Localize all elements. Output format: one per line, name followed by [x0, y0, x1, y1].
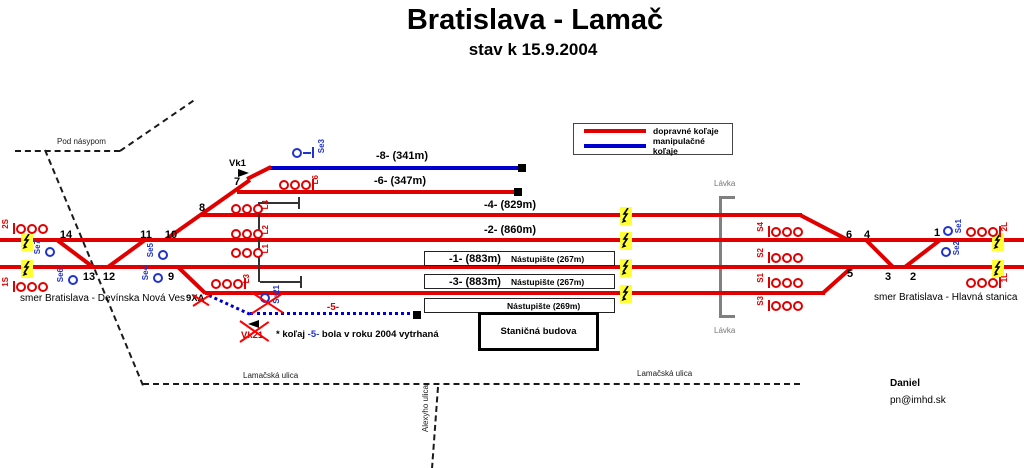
signal-L2-icon [231, 229, 263, 239]
track-4-line [200, 213, 802, 217]
credit-author: Daniel [890, 378, 921, 389]
legend-item-main-tracks [574, 126, 732, 136]
signal-S2-icon [768, 252, 803, 263]
page-title: Bratislava - Lamač [406, 4, 664, 36]
electrification-bolt-icon [620, 207, 632, 225]
switch-number-7: 7 [233, 176, 241, 188]
platform-box-station [424, 298, 615, 313]
station-building-label: Staničná budova [500, 326, 577, 337]
track-4-label: -4- (829m) [484, 199, 536, 211]
buffer-stop-track5 [413, 311, 421, 319]
direction-label-east: smer Bratislava - Hlavná stanica [874, 292, 1018, 303]
switch-number-10: 10 [164, 229, 178, 241]
switch-number-3: 3 [884, 271, 892, 283]
footbridge-cap-top [719, 196, 735, 199]
switch-9-diagonal [177, 266, 207, 295]
signal-S1-label: S1 [756, 273, 765, 283]
switch-number-12: 12 [102, 271, 116, 283]
legend-line-manipulation [584, 144, 646, 148]
signal-Se5-icon [158, 250, 168, 260]
electrification-bolt-icon [620, 232, 632, 250]
track-8-line [270, 166, 520, 170]
direction-label-west: smer Bratislava - Devínska Nová Ves [20, 293, 186, 304]
road-alexyho-line [431, 387, 439, 468]
switch-number-9: 9 [167, 271, 175, 283]
road-pod-nasypom-diagonal [119, 100, 194, 152]
track-3-label: -3- (883m) [449, 275, 501, 288]
switch-number-6: 6 [845, 229, 853, 241]
track-1-label: -1- (883m) [449, 252, 501, 265]
footbridge-label-top: Lávka [714, 179, 736, 188]
footnote-prefix: * koľaj [276, 329, 308, 340]
signal-Se7-label: Se7 [33, 240, 42, 255]
platform-box-track1 [424, 251, 615, 266]
signal-Se5-label: Se5 [146, 243, 155, 258]
track-5-removed-diagonal [208, 294, 250, 315]
legend-line-main [584, 129, 646, 133]
gauge-bracket-arm-bottom [260, 281, 302, 283]
switch-number-4: 4 [863, 229, 871, 241]
electrification-bolt-icon [620, 285, 632, 303]
signal-S3-label: S3 [756, 296, 765, 306]
signal-S4-label: S4 [756, 222, 765, 232]
signal-L4-icon [231, 204, 263, 214]
switch-number-5: 5 [846, 268, 854, 280]
track-5-label: -5- [326, 302, 340, 313]
road-lamacska-line [143, 383, 800, 385]
platform-3-label: Nástupište (269m) [507, 300, 581, 311]
signal-S4-icon [768, 226, 803, 237]
signal-Se21-label: Se21 [272, 285, 281, 304]
signal-Se6-icon [68, 275, 78, 285]
legend-label-main: dopravné koľaje [653, 126, 719, 136]
gauge-bracket-tick-top [298, 197, 300, 209]
signal-Se2-icon [941, 247, 951, 257]
platform-box-track3 [424, 274, 615, 289]
street-label-alexyho: Alexyho ulica [421, 385, 430, 433]
signal-Se3-icon [292, 147, 314, 158]
derailer-Vk1-label: Vk1 [229, 158, 246, 169]
platform-2-label: Nástupište (267m) [510, 276, 585, 287]
street-label-pod-nasypom: Pod násypom [57, 137, 106, 146]
footnote [276, 329, 439, 340]
legend [573, 123, 733, 155]
credit-email: pn@imhd.sk [890, 395, 946, 406]
crossover-4-3 [865, 239, 895, 269]
station-building [478, 312, 599, 351]
street-label-lamacska-west: Lamačská ulica [243, 371, 299, 380]
signal-2S-label: 2S [1, 219, 10, 229]
signal-Se2-label: Se2 [952, 241, 961, 256]
track-6-label: -6- (347m) [374, 175, 426, 187]
track-6-line [237, 190, 517, 194]
street-label-lamacska-east: Lamačská ulica [637, 369, 693, 378]
electrification-bolt-icon [21, 260, 33, 278]
signal-1S-icon [13, 281, 48, 292]
switch-number-1: 1 [933, 227, 941, 239]
signal-L6-label: L6 [311, 175, 320, 185]
signal-Se4-label: Se4 [141, 266, 150, 281]
signal-Se1-label: Se1 [954, 219, 963, 234]
signal-1S-label: 1S [1, 277, 10, 287]
legend-item-manipulation-tracks [574, 136, 732, 156]
switch-9XA-label: 9XA [186, 293, 205, 304]
platform-1-label: Nástupište (267m) [510, 253, 585, 264]
signal-L3-icon [211, 278, 246, 289]
buffer-stop-track8 [518, 164, 526, 172]
signal-2S-icon [13, 223, 48, 234]
signal-L1-label: L1 [261, 244, 270, 254]
signal-1L-label: 1L [1000, 273, 1009, 283]
footnote-suffix: bola v roku 2004 vytrhaná [319, 329, 439, 340]
switch-number-8: 8 [198, 202, 206, 214]
switch-number-2: 2 [909, 271, 917, 283]
gauge-bracket-vertical [258, 202, 260, 282]
footnote-track-ref: -5- [307, 329, 320, 340]
ladder-blue-segment [246, 165, 272, 181]
signal-L4-label: L4 [261, 200, 270, 210]
page-subtitle: stav k 15.9.2004 [468, 40, 598, 59]
switch-number-13: 13 [82, 271, 96, 283]
signal-2L-label: 2L [1000, 222, 1009, 232]
electrification-bolt-icon [620, 259, 632, 277]
signal-L6-icon [279, 179, 314, 190]
buffer-stop-track6 [514, 188, 522, 196]
signal-S1-icon [768, 277, 803, 288]
legend-label-manipulation: manipulačné koľaje [652, 136, 705, 156]
signal-1L-icon [966, 277, 1001, 288]
footbridge-label-bottom: Lávka [714, 326, 736, 335]
signal-L3-label: L3 [242, 274, 251, 284]
signal-2L-icon [966, 226, 1001, 237]
signal-Se4-icon [153, 273, 163, 283]
gauge-bracket-tick-bottom [300, 276, 302, 288]
track-2-label: -2- (860m) [484, 224, 536, 236]
signal-Se3-label: Se3 [317, 139, 326, 154]
road-pod-nasypom-line [15, 150, 120, 152]
signal-Se7-icon [45, 247, 55, 257]
switch-number-14: 14 [59, 229, 73, 241]
electrification-bolt-icon [21, 233, 33, 251]
track-3-line [205, 291, 825, 295]
signal-S3-icon [768, 300, 803, 311]
signal-Se1-icon [943, 226, 953, 236]
footbridge-cap-bottom [719, 315, 735, 318]
derailer-Vk21-label: Vk21 [241, 330, 264, 341]
switch-number-11: 11 [140, 229, 152, 241]
track-8-label: -8- (341m) [376, 150, 428, 162]
signal-Se6-label: Se6 [56, 268, 65, 283]
signal-L2-label: L2 [261, 225, 270, 235]
signal-L1-icon [231, 248, 263, 258]
signal-S2-label: S2 [756, 248, 765, 258]
